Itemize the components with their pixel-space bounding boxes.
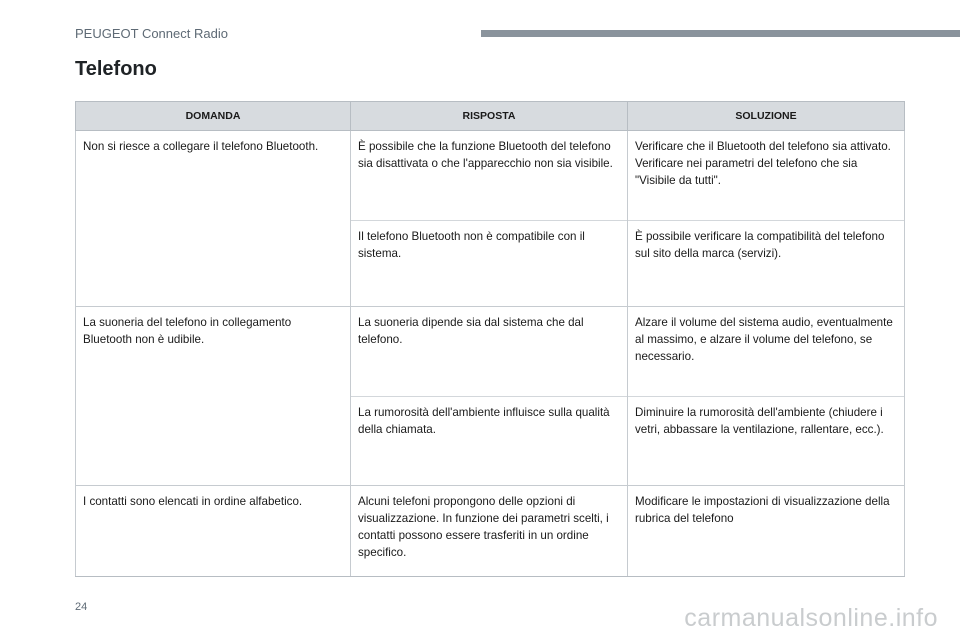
question-cell: La suoneria del telefono in collegamento Bluetooth non è udibile. xyxy=(76,307,351,486)
column-header-solution: SOLUZIONE xyxy=(628,102,905,131)
column-header-question: DOMANDA xyxy=(76,102,351,131)
solution-cell: Verificare che il Bluetooth del telefono sia attivato. Verificare nei parametri del telefono che sia "Visibile da tutti". xyxy=(628,131,905,221)
table-header-row xyxy=(76,102,905,131)
answer-cell: Alcuni telefoni propongono delle opzioni di visualizzazione. In funzione dei parametri scelti, i contatti possono essere trasferiti in un ordine specifico. xyxy=(351,486,628,577)
solution-cell: Modificare le impostazioni di visualizzazione della rubrica del telefono xyxy=(628,486,905,577)
header-accent-bar xyxy=(481,30,960,37)
troubleshooting-table xyxy=(75,101,905,577)
solution-cell: Alzare il volume del sistema audio, eventualmente al massimo, e alzare il volume del telefono, se necessario. xyxy=(628,307,905,397)
table-row xyxy=(76,307,905,397)
table-row xyxy=(76,131,905,221)
answer-cell: La rumorosità dell'ambiente influisce sulla qualità della chiamata. xyxy=(351,397,628,486)
column-header-answer: RISPOSTA xyxy=(351,102,628,131)
solution-cell: Diminuire la rumorosità dell'ambiente (chiudere i vetri, abbassare la ventilazione, rallentare, ecc.). xyxy=(628,397,905,486)
question-cell: Non si riesce a collegare il telefono Bluetooth. xyxy=(76,131,351,307)
answer-cell: È possibile che la funzione Bluetooth del telefono sia disattivata o che l'apparecchio non sia visibile. xyxy=(351,131,628,221)
document-header-title: PEUGEOT Connect Radio xyxy=(75,26,228,41)
table-row xyxy=(76,486,905,577)
answer-cell: La suoneria dipende sia dal sistema che dal telefono. xyxy=(351,307,628,397)
page-number: 24 xyxy=(75,601,88,613)
solution-cell: È possibile verificare la compatibilità del telefono sul sito della marca (servizi). xyxy=(628,221,905,307)
watermark-logo: carmanualsonline.info xyxy=(684,604,938,632)
question-cell: I contatti sono elencati in ordine alfabetico. xyxy=(76,486,351,577)
answer-cell: Il telefono Bluetooth non è compatibile con il sistema. xyxy=(351,221,628,307)
section-title: Telefono xyxy=(75,58,157,80)
